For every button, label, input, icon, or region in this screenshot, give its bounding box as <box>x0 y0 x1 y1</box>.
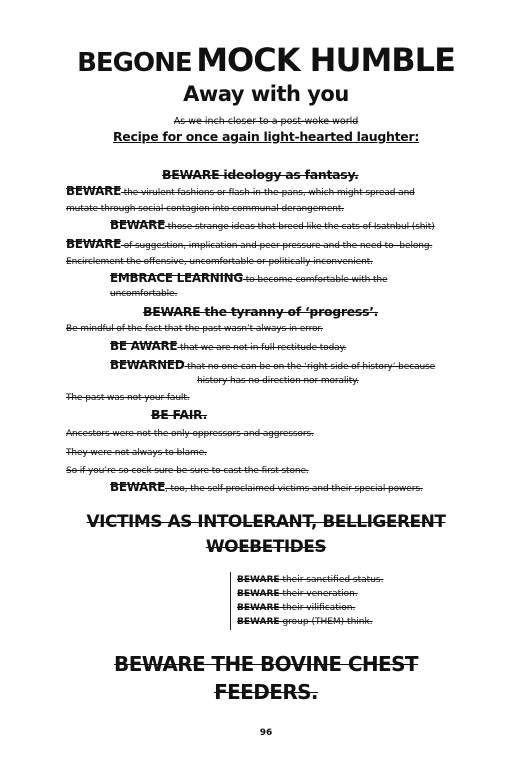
line-text: their veneration. <box>279 589 358 599</box>
line-first-stone: So if you’re so cock sure be sure to cast the first stone. <box>66 466 309 476</box>
victims-heading-line2: WOEBETIDES <box>205 537 327 557</box>
line-not-to-blame: They were not always to blame. <box>66 448 207 458</box>
side-list-rule <box>230 572 231 630</box>
line-encirclement: Encirclement the offensive, uncomfortable or politically inconvenient. <box>66 257 373 267</box>
side-item-group-think <box>237 617 373 627</box>
beware-label: BEWARE <box>110 480 165 494</box>
line-text: to become comfortable with the <box>242 275 388 285</box>
line-text: of suggestion, implication and peer pressure and the need to -belong. <box>120 241 433 251</box>
embrace-learning-label: EMBRACE LEARNING <box>110 271 243 285</box>
bewarned-label: BEWARNED <box>110 358 185 372</box>
beware-label: BEWARE <box>66 237 121 251</box>
line-suggestion <box>66 237 432 251</box>
line-victims-powers <box>110 480 423 494</box>
line-mutate: mutate through social contagion into communal derangement. <box>66 204 345 214</box>
beware-label: BEWARE <box>237 603 280 613</box>
title-begone: BEGONE <box>77 48 192 78</box>
line-text: those strange ideas that breed like the cats of Isatnbul (shit) <box>164 222 435 232</box>
recipe-line: Recipe for once again light-hearted laughter: <box>112 129 420 144</box>
final-heading-line1: BEWARE THE BOVINE CHEST <box>114 652 418 676</box>
line-ancestors: Ancestors were not the only oppressors and aggressors. <box>66 429 314 439</box>
beware-label: BEWARE <box>110 218 165 232</box>
line-past-not-fault: The past was not your fault. <box>66 393 190 403</box>
line-text: group (THEM) think. <box>279 617 373 627</box>
line-be-fair: BE FAIR. <box>151 407 208 422</box>
line-text: the virulent fashions or flash-in-the-pans, which might spread and <box>120 188 415 198</box>
line-text: that we are not in full rectitude today. <box>177 343 347 353</box>
be-aware-label: BE AWARE <box>110 339 178 353</box>
title-mock-humble: MOCK HUMBLE <box>196 41 455 79</box>
line-bewarned <box>110 358 435 372</box>
beware-label: BEWARE <box>237 575 280 585</box>
line-tyranny: BEWARE the tyranny of ‘progress’. <box>143 304 379 319</box>
beware-label: BEWARE <box>237 589 280 599</box>
beware-label: BEWARE <box>237 617 280 627</box>
line-text: their vilification. <box>279 603 356 613</box>
line-uncomfortable: uncomfortable. <box>110 289 178 299</box>
beware-label: BEWARE <box>66 184 121 198</box>
line-mindful: Be mindful of the fact that the past wasn’t always in error. <box>66 324 323 334</box>
victims-heading-line1: VICTIMS AS INTOLERANT, BELLIGERENT <box>86 512 446 532</box>
page-title <box>0 41 532 79</box>
line-ideology: BEWARE ideology as fantasy. <box>162 167 359 182</box>
line-be-aware <box>110 339 346 353</box>
final-heading-line2: FEEDERS. <box>214 680 318 704</box>
line-text: , too, the self-proclaimed victims and their special powers. <box>164 484 423 494</box>
side-item-sanctified <box>237 575 383 585</box>
side-item-vilification <box>237 603 355 613</box>
line-history-direction: history has no direction nor morality. <box>197 376 359 386</box>
line-text: that no one can be on the ‘right side of history’ because <box>184 362 436 372</box>
line-virulent <box>66 184 415 198</box>
intro-line: As we inch closer to a post-woke world <box>173 116 359 127</box>
side-item-veneration <box>237 589 358 599</box>
page-subtitle: Away with you <box>183 82 349 106</box>
line-strange-ideas <box>110 218 435 232</box>
page-number: 96 <box>259 728 273 738</box>
line-embrace-learning <box>110 271 387 285</box>
line-text: their sanctified status. <box>279 575 384 585</box>
